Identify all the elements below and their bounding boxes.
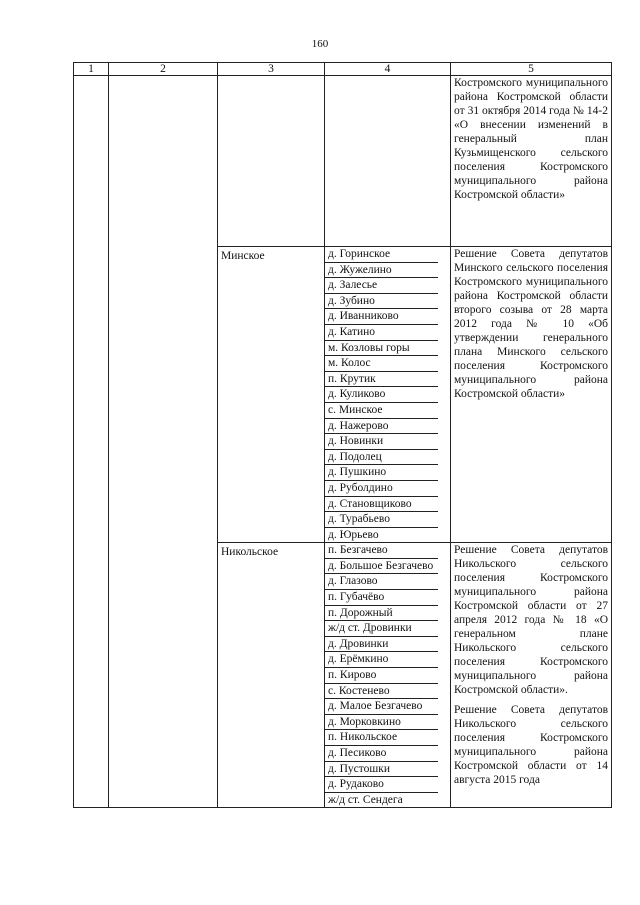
localities-list [325, 247, 450, 542]
locality-item: д. Куликово [325, 387, 438, 403]
header-cell-3: 3 [218, 63, 325, 76]
locality-item: д. Становщиково [325, 497, 438, 513]
locality-item: д. Иванниково [325, 309, 438, 325]
decisions-cell [451, 247, 612, 543]
decision-text: Решение Совета депутатов Минского сельского поселения Костромского муниципального района Костромской области второго созыва от 28 марта 2012 года № 10 «Об утверждении генерального плана Минского сельского поселения Костромского муниципального района Костромской области» [454, 248, 608, 400]
locality-item: п. Кирово [325, 668, 438, 684]
locality-item: д. Морковкино [325, 715, 438, 731]
locality-item: п. Губачёво [325, 590, 438, 606]
locality-item: ж/д ст. Дровинки [325, 621, 438, 637]
locality-item: д. Турабьево [325, 512, 438, 528]
localities-cell [325, 247, 451, 543]
locality-item: д. Нажерово [325, 419, 438, 435]
decision-text: Решение Совета депутатов Никольского сельского поселения Костромского муниципального района Костромской области от 27 апреля 2012 года № 18 «О генеральном плане Никольского сельского поселения Костромского муниципального района Костромской области». [454, 544, 608, 697]
header-cell-1: 1 [74, 63, 109, 76]
cell-decision-continuation [451, 76, 612, 247]
settlements-table [73, 62, 612, 808]
table-header-row [74, 63, 612, 76]
localities-cell [325, 543, 451, 808]
locality-item: п. Дорожный [325, 606, 438, 622]
decision-text: Костромского муниципального района Костромской области от 31 октября 2014 года № 14-2 «О внесении изменений в генеральный план Кузьмищенского сельского поселения Костромского муниципального района Костромской области» [454, 77, 608, 201]
locality-item: д. Юрьево [328, 528, 379, 541]
locality-item: д. Подолец [325, 450, 438, 466]
locality-item: м. Колос [325, 356, 438, 372]
localities-list [325, 543, 450, 807]
settlement-name: Никольское [218, 543, 325, 808]
locality-item: д. Пушкино [325, 465, 438, 481]
locality-item: д. Руболдино [325, 481, 438, 497]
locality-item: п. Безгачево [325, 543, 438, 559]
locality-item: д. Ерёмкино [325, 652, 438, 668]
decision-text: Решение Совета депутатов Никольского сельского поселения Костромского муниципального района Костромской области от 14 августа 2015 года [454, 704, 608, 787]
locality-item: д. Пустошки [325, 762, 438, 778]
page-number: 160 [311, 38, 329, 50]
locality-item: д. Малое Безгачево [325, 699, 438, 715]
locality-item: д. Горинское [325, 247, 438, 263]
cell-settlement-empty [218, 76, 325, 247]
locality-item: д. Новинки [325, 434, 438, 450]
locality-item: с. Костенево [325, 684, 438, 700]
locality-item: п. Крутик [325, 372, 438, 388]
locality-item: д. Жужелино [325, 263, 438, 279]
locality-item: д. Залесье [325, 278, 438, 294]
decisions-cell [451, 543, 612, 808]
locality-item: д. Глазово [325, 574, 438, 590]
header-cell-5: 5 [451, 63, 612, 76]
locality-item: д. Большое Безгачево [325, 559, 438, 575]
locality-item: п. Никольское [325, 730, 438, 746]
settlement-name: Минское [218, 247, 325, 543]
header-cell-2: 2 [109, 63, 218, 76]
table-row-continuation [74, 76, 612, 247]
locality-item: с. Минское [325, 403, 438, 419]
header-cell-4: 4 [325, 63, 451, 76]
locality-item: д. Дровинки [325, 637, 438, 653]
cell-municipality [109, 76, 218, 808]
locality-item: д. Зубино [325, 294, 438, 310]
locality-item: д. Катино [325, 325, 438, 341]
locality-item: д. Рудаково [325, 777, 438, 793]
cell-number [74, 76, 109, 808]
locality-item: м. Козловы горы [325, 341, 438, 357]
cell-localities-empty [325, 76, 451, 247]
locality-item: д. Песиково [325, 746, 438, 762]
locality-item: ж/д ст. Сендега [328, 793, 403, 806]
